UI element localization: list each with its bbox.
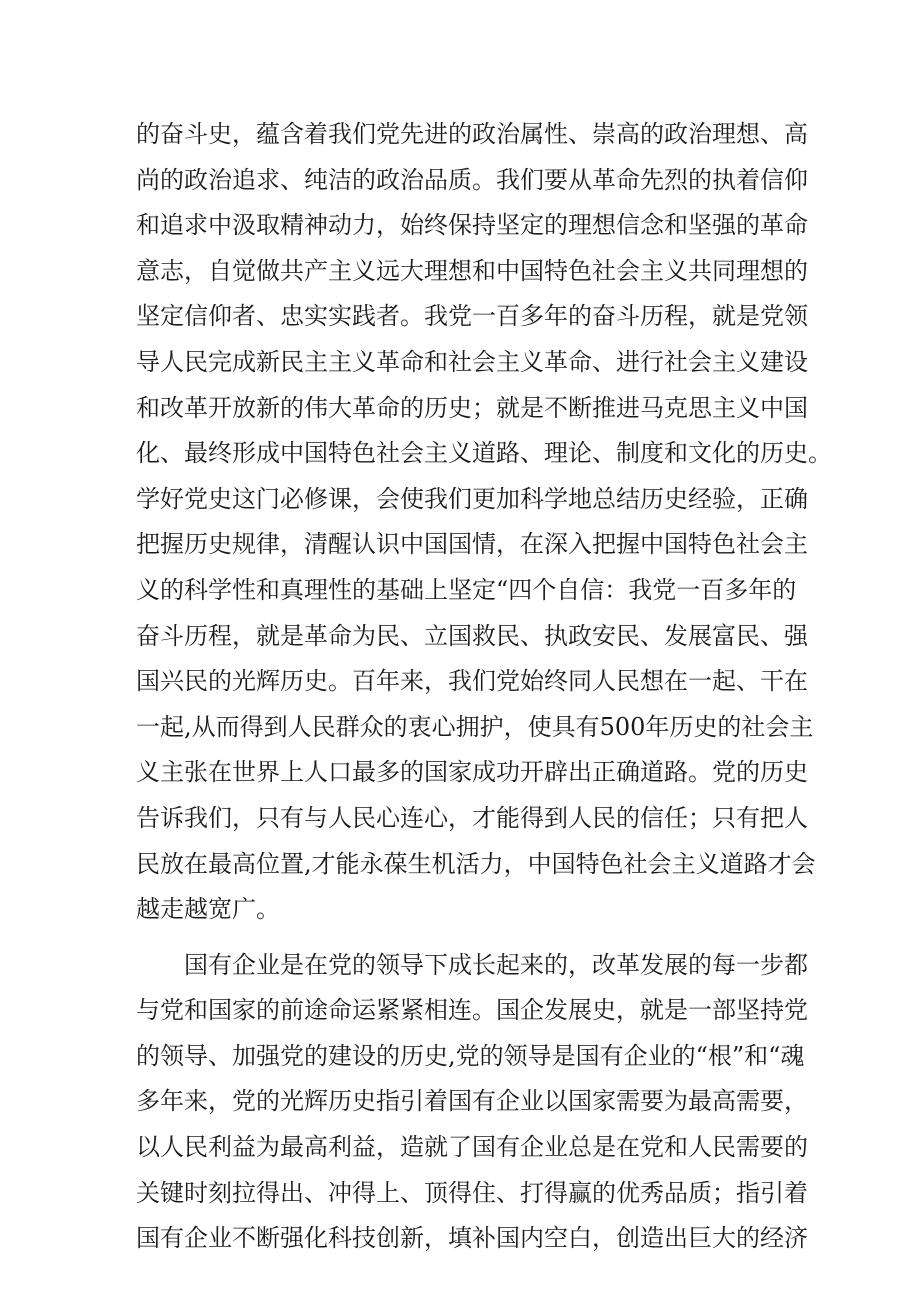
paragraph-1: [136, 112, 832, 933]
text-line: 把握历史规律，清醒认识中国国情，在深入把握中国特色社会主: [136, 530, 808, 559]
text-line: 告诉我们，只有与人民心连心，才能得到人民的信任；只有把人: [136, 803, 808, 832]
text-line: 国有企业是在党的领导下成长起来的，改革发展的每一步都: [184, 950, 808, 979]
text-line: 和追求中汲取精神动力，始终保持坚定的理想信念和坚强的革命: [136, 211, 808, 240]
text-line: 义的科学性和真理性的基础上坚定“四个自信：我党一百多年的: [136, 575, 797, 604]
text-line: 义主张在世界上人口最多的国家成功开辟出正确道路。党的历史: [136, 758, 808, 787]
text-line: 民放在最高位置,才能永葆生机活力，中国特色社会主义道路才会: [136, 849, 816, 878]
text-line: 化、最终形成中国特色社会主义道路、理论、制度和文化的历史。: [136, 439, 832, 468]
text-line: 国兴民的光辉历史。百年来，我们党始终同人民想在一起、干在: [136, 667, 808, 696]
text-line: 一起,从而得到人民群众的衷心拥护，使具有500年历史的社会主: [136, 712, 814, 741]
text-line: 奋斗历程，就是革命为民、立国救民、执政安民、发展富民、强: [136, 621, 808, 650]
text-line: 关键时刻拉得出、冲得上、顶得住、打得赢的优秀品质；指引着: [136, 1178, 808, 1207]
text-line: 以人民利益为最高利益，造就了国有企业总是在党和人民需要的: [136, 1133, 808, 1162]
text-line: 越走越宽广。: [136, 895, 280, 924]
text-line: 坚定信仰者、忠实实践者。我党一百多年的奋斗历程，就是党领: [136, 302, 808, 331]
text-line: 学好党史这门必修课，会使我们更加科学地总结历史经验，正确: [136, 484, 808, 513]
text-line: 的奋斗史，蕴含着我们党先进的政治属性、崇高的政治理想、高: [136, 120, 808, 148]
paragraph-gap: [136, 933, 796, 943]
text-line: 多年来，党的光辉历史指引着国有企业以国家需要为最高需要，: [136, 1087, 808, 1116]
text-line: 意志，自觉做共产主义远大理想和中国特色社会主义共同理想的: [136, 256, 808, 285]
body-text: [136, 112, 832, 1262]
text-line: 导人民完成新民主主义革命和社会主义革命、进行社会主义建设: [136, 347, 808, 376]
text-line: 的领导、加强党的建设的历史,党的领导是国有企业的“根”和“魂: [136, 1041, 805, 1070]
text-line: 和改革开放新的伟大革命的历史；就是不断推进马克思主义中国: [136, 393, 808, 422]
text-line: 国有企业不断强化科技创新，填补国内空白，创造出巨大的经济: [136, 1224, 808, 1253]
paragraph-2: [136, 943, 808, 1262]
text-line: 尚的政治追求、纯洁的政治品质。我们要从革命先烈的执着信仰: [136, 165, 808, 194]
text-line: 与党和国家的前途命运紧紧相连。国企发展史，就是一部坚持党: [136, 996, 808, 1025]
